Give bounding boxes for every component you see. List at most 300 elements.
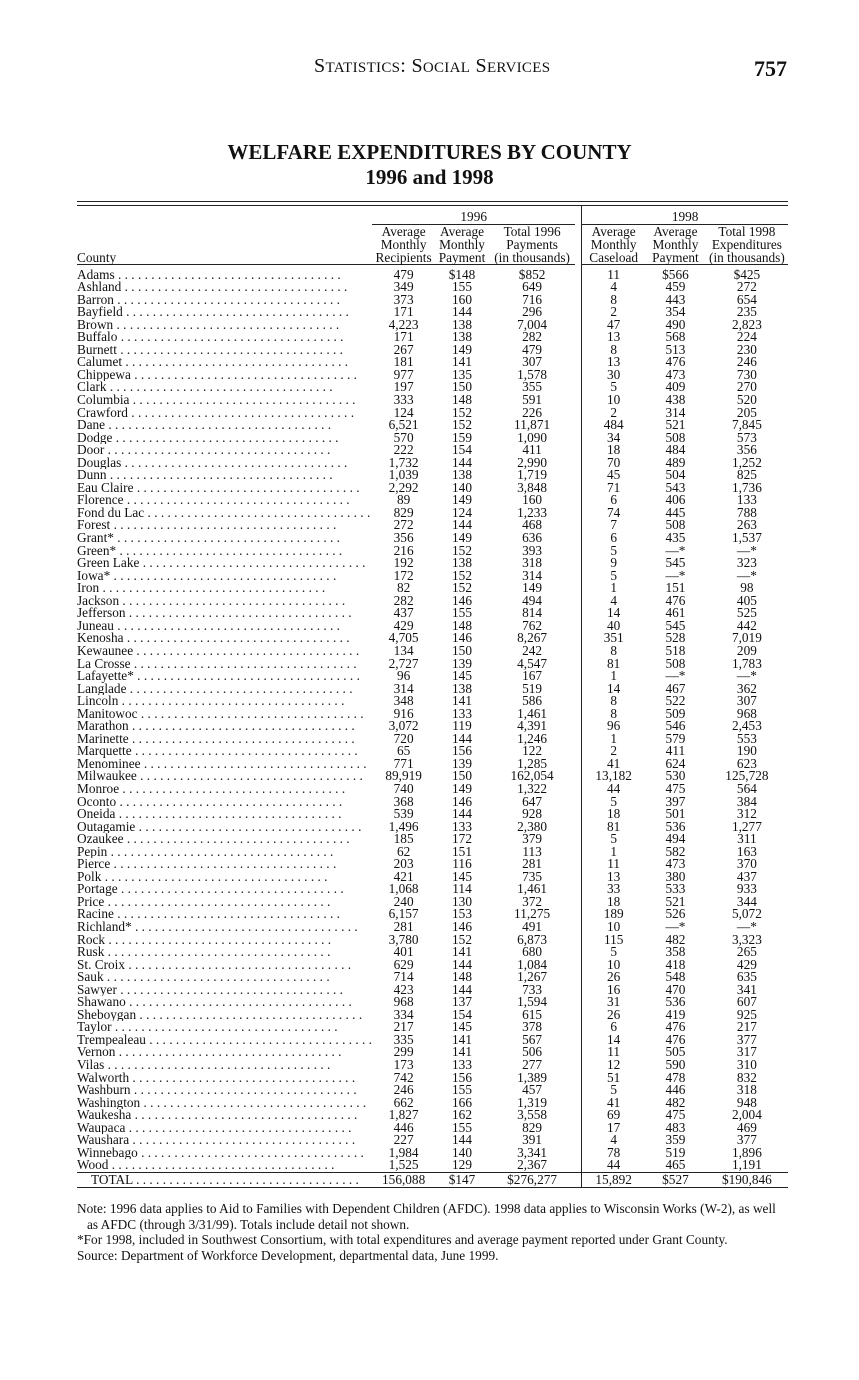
total-expenditures-1998: 469 [736, 1119, 757, 1135]
county-label: Chippewa . . . [77, 369, 372, 382]
county-label: Crawford . . . [77, 407, 372, 420]
county-name [77, 1059, 372, 1072]
avg-caseload: 41 [582, 758, 645, 771]
running-head-part: S [314, 55, 326, 77]
county-name [77, 444, 372, 457]
avg-payment-1996: 146 [452, 793, 472, 809]
total-expenditures-1998: 356 [736, 442, 757, 458]
avg-payment-1998: 406 [665, 492, 686, 508]
avg-payment-1996: 152 [452, 404, 472, 420]
avg-caseload: 115 [582, 934, 645, 947]
avg-recipients: 217 [393, 1019, 414, 1035]
avg-recipients: 299 [393, 1044, 414, 1060]
avg-caseload: 13 [582, 871, 645, 884]
county-label: Clark . . . [77, 381, 372, 394]
avg-payment-1998: 397 [665, 793, 686, 809]
total-expenditures-1998: 205 [736, 404, 757, 420]
header-text: Monthly [439, 236, 485, 252]
total-payments-1996: 716 [522, 291, 543, 307]
avg-payment-1996: 146 [452, 592, 472, 608]
avg-recipients: 1,525 [388, 1157, 419, 1173]
avg-payment-1996: 152 [452, 417, 472, 433]
avg-payment-1996: 154 [452, 1006, 472, 1022]
total-expenditures-1998: 623 [736, 755, 757, 771]
county-label: Waupaca . . . [77, 1122, 372, 1135]
avg-recipients: 335 [393, 1031, 414, 1047]
table-body [77, 266, 788, 1188]
county-name [77, 356, 372, 369]
county-name [77, 432, 372, 445]
total-payments-1996: 762 [522, 617, 543, 633]
avg-caseload: 10 [582, 921, 645, 934]
avg-payment-1998: 461 [665, 605, 686, 621]
avg-payment-1998: 470 [665, 981, 686, 997]
total-expenditures-1998: 217 [736, 1019, 757, 1035]
total-expenditures-1998: 1,252 [731, 454, 762, 470]
total-expenditures-1998: 1,736 [731, 479, 762, 495]
county-label: Pepin . . . [77, 846, 372, 859]
header-text: Payment [438, 249, 486, 265]
running-head-part: : S [400, 55, 423, 77]
total-payments-1996: 277 [522, 1057, 543, 1072]
total-expenditures-1998: 7,845 [731, 417, 762, 433]
county-label: Walworth . . . [77, 1072, 372, 1085]
county-name [77, 996, 372, 1009]
avg-payment-1998: 476 [665, 592, 686, 608]
total-expenditures-1998: 1,537 [731, 530, 762, 546]
header-text: County [77, 249, 117, 265]
avg-payment-1998: 490 [665, 316, 686, 332]
avg-payment-1998: 483 [665, 1119, 686, 1135]
table-row [77, 1159, 788, 1172]
county-label: Jefferson . . . [77, 607, 372, 620]
avg-caseload: 16 [582, 984, 645, 997]
avg-caseload: 5 [582, 545, 645, 558]
avg-payment-1996: 160 [452, 291, 472, 307]
total-payments-1996: 457 [522, 1082, 543, 1098]
avg-recipients: 356 [393, 530, 414, 546]
total-expenditures-1998: —* [736, 918, 757, 934]
total-payments-1996: 636 [522, 530, 543, 546]
total-expenditures-1998: 968 [736, 705, 757, 721]
avg-caseload: 1 [582, 670, 645, 683]
county-label: Marathon . . . [77, 720, 372, 733]
county-label: Monroe . . . [77, 783, 372, 796]
avg-payment-1996: 156 [452, 743, 472, 759]
avg-caseload: 14 [582, 1034, 645, 1047]
total-expenditures-1998: 362 [736, 680, 757, 696]
total-expenditures-1998: 948 [736, 1094, 757, 1110]
county-label: Oconto . . . [77, 796, 372, 809]
total-expenditures-1998: 377 [736, 1031, 757, 1047]
avg-payment-1998: 475 [665, 780, 686, 796]
total-expenditures-1998: 323 [736, 555, 757, 571]
avg-payment-1996: 129 [452, 1157, 472, 1173]
county-label: Adams . . . [77, 269, 372, 282]
total-payments-1996: 314 [522, 567, 543, 583]
avg-payment-1998: 509 [665, 705, 686, 721]
total-payments-1996: 391 [522, 1132, 543, 1148]
avg-payment-1996: 140 [452, 1144, 472, 1160]
avg-payment-1996: 135 [452, 366, 472, 382]
county-label: Fond du Lac . . . [77, 507, 372, 520]
total-payments-1996: 122 [522, 743, 543, 759]
county-name [77, 821, 372, 834]
total-expenditures-1998: $190,846 [706, 1172, 788, 1188]
avg-caseload: 74 [582, 507, 645, 520]
avg-caseload: 70 [582, 457, 645, 470]
avg-recipients: 124 [393, 404, 414, 420]
avg-payment-1996: 153 [452, 906, 472, 922]
avg-payment-1996: 148 [452, 392, 472, 408]
avg-payment-1996: 138 [452, 329, 472, 345]
avg-caseload: 26 [582, 1009, 645, 1022]
avg-payment-1998: 624 [665, 755, 686, 771]
county-name [77, 858, 372, 871]
avg-caseload: 51 [582, 1072, 645, 1085]
total-payments-1996: 1,233 [517, 504, 548, 520]
total-expenditures-1998: 1,277 [731, 818, 762, 834]
total-expenditures-1998: 272 [736, 279, 757, 295]
county-name [77, 545, 372, 558]
avg-payment-1996: 151 [452, 843, 472, 859]
avg-payment-1998: 467 [665, 680, 686, 696]
avg-recipients: 2,727 [388, 655, 419, 671]
avg-recipients: 227 [393, 1132, 414, 1148]
county-label: Dunn . . . [77, 469, 372, 482]
avg-caseload: 8 [582, 695, 645, 708]
avg-caseload: 78 [582, 1147, 645, 1160]
county-name [77, 394, 372, 407]
avg-caseload: 2 [582, 745, 645, 758]
avg-payment-1998: 465 [665, 1157, 686, 1173]
total-expenditures-1998: 307 [736, 693, 757, 709]
avg-payment-1998: 475 [665, 1107, 686, 1123]
header-text: Total 1996 [503, 223, 561, 239]
avg-payment-1996: 138 [452, 680, 472, 696]
avg-recipients: 662 [393, 1094, 414, 1110]
county-name [77, 1134, 372, 1147]
avg-payment-1996: 141 [452, 693, 472, 709]
avg-payment-1998: 446 [665, 1082, 686, 1098]
county-label: Kenosha . . . [77, 632, 372, 645]
avg-recipients: 281 [393, 918, 414, 934]
county-name [77, 570, 372, 583]
county-label: Waukesha . . . [77, 1109, 372, 1122]
total-payments-1996: 491 [522, 918, 543, 934]
avg-payment-1998: 568 [665, 329, 686, 345]
avg-recipients: 89 [396, 492, 411, 508]
total-payments-1996: 4,391 [517, 718, 548, 734]
county-label: Iron . . . [77, 582, 372, 595]
county-label: Pierce . . . [77, 858, 372, 871]
county-name [77, 783, 372, 796]
avg-recipients: 714 [393, 969, 414, 985]
avg-caseload: 17 [582, 1122, 645, 1135]
avg-payment-1996: 172 [452, 831, 472, 847]
total-payments-1996: 1,285 [517, 755, 548, 771]
total-payments-1996: 494 [522, 592, 543, 608]
total-payments-1996: 11,275 [514, 906, 551, 922]
total-expenditures-1998: 125,728 [725, 768, 769, 784]
header-caseload [582, 224, 645, 264]
header-text: Average [439, 223, 485, 239]
avg-payment-1996: 124 [452, 504, 472, 520]
total-payments-1996: 1,090 [517, 429, 548, 445]
avg-caseload: 2 [582, 407, 645, 420]
county-label: Kewaunee . . . [77, 645, 372, 658]
total-payments-1996: 372 [522, 893, 543, 909]
running-head-part: S [470, 55, 487, 77]
avg-recipients: 437 [393, 605, 414, 621]
header-text: Average [653, 223, 698, 239]
avg-payment-1996: $147 [435, 1172, 489, 1188]
county-name [77, 620, 372, 633]
total-payments-1996: 242 [522, 642, 543, 658]
avg-payment-1998: 508 [665, 517, 686, 533]
county-name [77, 457, 372, 470]
blank-cell [77, 206, 372, 224]
avg-recipients: 89,919 [385, 768, 422, 784]
title-line-1: WELFARE EXPENDITURES BY COUNTY [227, 140, 632, 164]
avg-payment-1996: 137 [452, 994, 472, 1010]
county-name [77, 670, 372, 683]
avg-payment-1998: 590 [665, 1057, 686, 1072]
total-expenditures-1998: 933 [736, 881, 757, 897]
total-expenditures-1998: 5,072 [731, 906, 762, 922]
avg-payment-1998: 521 [665, 417, 686, 433]
header-text: Recipients [375, 249, 432, 265]
avg-payment-1996: 141 [452, 354, 472, 370]
county-label: Washington . . . [77, 1097, 372, 1110]
county-label: Menominee . . . [77, 758, 372, 771]
county-label: Rock . . . [77, 934, 372, 947]
county-name [77, 883, 372, 896]
avg-payment-1996: 114 [452, 881, 472, 897]
avg-payment-1998: —* [665, 918, 686, 934]
total-expenditures-1998: 564 [736, 780, 757, 796]
avg-recipients: 171 [393, 304, 414, 320]
avg-payment-1996: 148 [452, 969, 472, 985]
avg-caseload: 34 [582, 432, 645, 445]
county-label: Racine . . . [77, 908, 372, 921]
total-expenditures-1998: 7,019 [731, 630, 762, 646]
avg-payment-1998: $566 [662, 266, 689, 282]
county-name [77, 720, 372, 733]
avg-recipients: 368 [393, 793, 414, 809]
avg-payment-1998: 501 [665, 806, 686, 822]
avg-recipients: 916 [393, 705, 414, 721]
avg-recipients: 740 [393, 780, 414, 796]
avg-payment-1996: 145 [452, 668, 472, 684]
header-total-1998 [706, 224, 788, 264]
total-expenditures-1998: $425 [733, 266, 761, 282]
avg-payment-1998: 445 [665, 504, 686, 520]
county-name [77, 469, 372, 482]
county-name [77, 369, 372, 382]
total-payments-1996: 829 [522, 1119, 543, 1135]
avg-caseload: 5 [582, 946, 645, 959]
county-name [77, 306, 372, 319]
total-payments-1996: 2,367 [517, 1157, 548, 1173]
total-expenditures-1998: 265 [736, 944, 757, 960]
avg-recipients: 742 [393, 1069, 414, 1085]
avg-recipients: 192 [393, 555, 414, 571]
avg-payment-1998: 354 [665, 304, 686, 320]
total-expenditures-1998: 2,453 [731, 718, 762, 734]
avg-payment-1996: 150 [452, 642, 472, 658]
avg-payment-1996: 144 [452, 730, 472, 746]
total-payments-1996: 735 [522, 868, 543, 884]
county-name [77, 921, 372, 934]
avg-payment-1998: 530 [665, 768, 686, 784]
county-name [77, 984, 372, 997]
county-name [77, 745, 372, 758]
avg-payment-1996: 133 [452, 705, 472, 721]
total-payments-1996: 1,084 [517, 956, 548, 972]
avg-payment-1996: 162 [452, 1107, 472, 1123]
county-name [77, 344, 372, 357]
header-text: Payment [652, 249, 699, 265]
county-label: Iowa* . . . [77, 570, 372, 583]
avg-payment-1996: 138 [452, 467, 472, 483]
total-expenditures-1998: 2,823 [731, 316, 762, 332]
avg-payment-1998: 380 [665, 868, 686, 884]
column-header-row [77, 224, 788, 264]
avg-recipients: 1,496 [388, 818, 419, 834]
avg-payment-1998: 476 [665, 1019, 686, 1035]
avg-payment-1998: 411 [665, 743, 686, 759]
county-label: Polk . . . [77, 871, 372, 884]
avg-caseload: 14 [582, 607, 645, 620]
avg-payment-1998: 521 [665, 893, 686, 909]
avg-recipients: 314 [393, 680, 414, 696]
avg-payment-1998: 151 [665, 580, 686, 596]
county-label: Vilas . . . [77, 1059, 372, 1072]
county-label: Forest . . . [77, 519, 372, 532]
total-expenditures-1998: 1,191 [731, 1157, 762, 1173]
avg-recipients: 65 [396, 743, 411, 759]
total-payments-1996: 378 [522, 1019, 543, 1035]
avg-recipients: 539 [393, 806, 414, 822]
county-name [77, 419, 372, 432]
avg-recipients: 349 [393, 279, 414, 295]
avg-payment-1998: 489 [665, 454, 686, 470]
welfare-table-container [77, 201, 788, 1188]
avg-payment-1998: —* [665, 668, 686, 684]
total-payments-1996: 149 [522, 580, 543, 596]
avg-caseload: 2 [582, 306, 645, 319]
avg-recipients: 2,292 [388, 479, 419, 495]
avg-payment-1998: 513 [665, 341, 686, 357]
avg-caseload: 5 [582, 381, 645, 394]
avg-payment-1996: 116 [452, 856, 472, 872]
header-text: Caseload [589, 249, 639, 265]
county-label: Rusk . . . [77, 946, 372, 959]
total-payments-1996: 162,054 [510, 768, 554, 784]
avg-caseload: 18 [582, 444, 645, 457]
county-label: Door . . . [77, 444, 372, 457]
avg-payment-1996: $148 [448, 266, 476, 282]
county-name [77, 1172, 372, 1188]
county-name [77, 407, 372, 420]
avg-payment-1996: 149 [452, 492, 472, 508]
avg-payment-1998: 508 [665, 655, 686, 671]
total-expenditures-1998: 2,004 [731, 1107, 762, 1123]
total-payments-1996: 8,267 [517, 630, 548, 646]
avg-caseload: 69 [582, 1109, 645, 1122]
county-name [77, 770, 372, 783]
avg-caseload: 14 [582, 683, 645, 696]
running-head [314, 55, 550, 78]
footnote-text: *For 1998, included in Southwest Consortium, with total expenditures and average payment reported under Grant County. [77, 1232, 728, 1247]
avg-caseload: 13,182 [582, 770, 645, 783]
avg-caseload: 26 [582, 971, 645, 984]
avg-caseload: 6 [582, 1021, 645, 1034]
avg-caseload: 6 [582, 532, 645, 545]
avg-recipients: 171 [393, 329, 414, 345]
avg-recipients: 829 [393, 504, 414, 520]
total-payments-1996: 1,389 [517, 1069, 548, 1085]
county-label: Vernon . . . [77, 1046, 372, 1059]
total-payments-1996: 167 [522, 668, 543, 684]
avg-payment-1996: 144 [452, 454, 472, 470]
total-expenditures-1998: 1,783 [731, 655, 762, 671]
county-label: Sheboygan . . . [77, 1009, 372, 1022]
avg-recipients: 62 [396, 843, 411, 859]
avg-payment-1998: 548 [665, 969, 686, 985]
total-payments-1996: 1,322 [517, 780, 548, 796]
total-payments-1996: 649 [522, 279, 543, 295]
avg-payment-1996: 166 [452, 1094, 472, 1110]
county-name [77, 319, 372, 332]
running-head-part: ERVICES [486, 60, 551, 76]
avg-payment-1996: 145 [452, 1019, 472, 1035]
avg-recipients: 6,521 [388, 417, 419, 433]
county-name [77, 1109, 372, 1122]
county-label: Trempealeau . . . [77, 1034, 372, 1047]
county-label: Richland* . . . [77, 921, 372, 934]
avg-payment-1998: 518 [665, 642, 686, 658]
avg-payment-1998: 476 [665, 1031, 686, 1047]
avg-recipients: 185 [393, 831, 414, 847]
total-expenditures-1998: 429 [736, 956, 757, 972]
avg-payment-1998: 533 [665, 881, 686, 897]
avg-caseload: 81 [582, 658, 645, 671]
county-name [77, 482, 372, 495]
county-label: Winnebago . . . [77, 1147, 372, 1160]
avg-caseload: 7 [582, 519, 645, 532]
avg-caseload: 40 [582, 620, 645, 633]
avg-caseload: 33 [582, 883, 645, 896]
header-text: Expenditures [711, 236, 782, 252]
total-payments-1996: 307 [522, 354, 543, 370]
county-label: Langlade . . . [77, 683, 372, 696]
total-expenditures-1998: 270 [736, 379, 757, 395]
note-text: Note: 1996 data applies to Aid to Families with Dependent Children (AFDC). 1998 data applies to Wisconsin Works (W-2), as well as AFDC (through 3/31/99). Totals include detail not shown. [77, 1201, 776, 1232]
total-payments-1996: 591 [522, 392, 543, 408]
avg-payment-1996: 133 [452, 818, 472, 834]
avg-payment-1996: 156 [452, 1069, 472, 1085]
avg-payment-1996: 155 [452, 1119, 472, 1135]
avg-caseload: 189 [582, 908, 645, 921]
county-label: Manitowoc . . . [77, 708, 372, 721]
county-label: Sauk . . . [77, 971, 372, 984]
avg-recipients: 429 [393, 617, 414, 633]
avg-payment-1998: 505 [665, 1044, 686, 1060]
avg-caseload: 4 [582, 1134, 645, 1147]
total-payments-1996: 282 [522, 329, 543, 345]
